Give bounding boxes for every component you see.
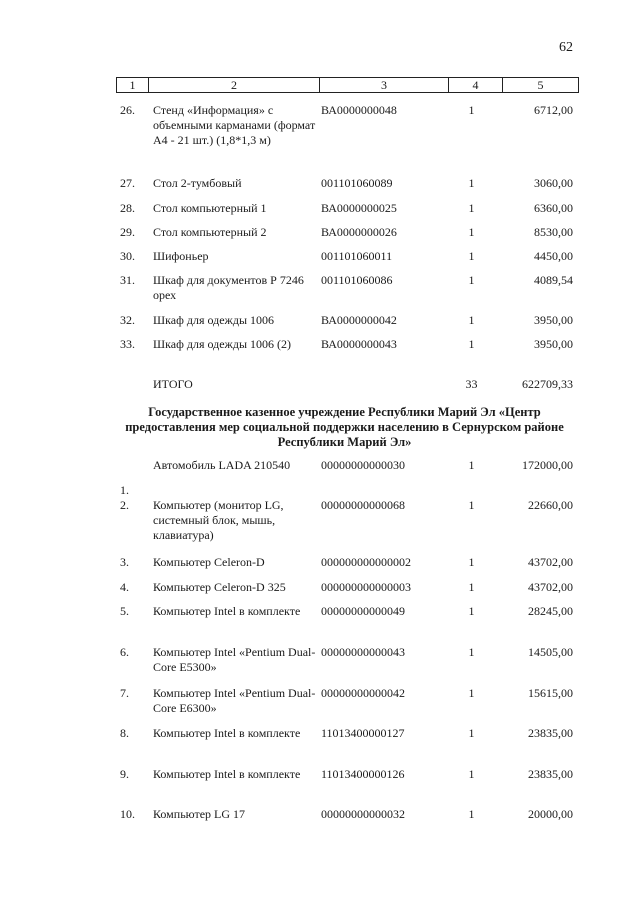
quantity: 1	[468, 555, 475, 569]
table-row	[116, 201, 573, 225]
inventory-code: ВА0000000048	[321, 103, 397, 117]
row-number: 6.	[120, 645, 129, 659]
table-row	[116, 767, 573, 807]
inventory-code: 001101060011	[321, 249, 393, 263]
quantity: 1	[468, 337, 475, 351]
item-name: Компьютер Celeron-D 325	[153, 580, 286, 594]
row-number-empty	[116, 377, 147, 399]
inventory-code: 11013400000126	[321, 767, 405, 781]
column-header-4: 4	[449, 78, 503, 93]
amount: 43702,00	[528, 580, 573, 594]
amount: 15615,00	[528, 686, 573, 700]
table-row	[116, 225, 573, 249]
amount: 23835,00	[528, 726, 573, 740]
inventory-code-empty	[317, 377, 445, 399]
inventory-code: 000000000000002	[321, 555, 411, 569]
quantity: 1	[468, 313, 475, 327]
quantity: 1	[468, 645, 475, 659]
inventory-document	[116, 77, 573, 827]
item-name: Стенд «Информация» с объемными карманами (формат А4 - 21 шт.) (1,8*1,3 м)	[153, 103, 316, 147]
item-name: Стол 2-тумбовый	[153, 176, 242, 190]
table-row	[116, 273, 573, 313]
column-header-row	[116, 77, 579, 93]
item-name: Компьютер (монитор LG, системный блок, мышь, клавиатура)	[153, 498, 284, 542]
row-number: 3.	[120, 555, 129, 569]
row-number: 4.	[120, 580, 129, 594]
total-row	[116, 377, 573, 399]
quantity: 1	[468, 604, 475, 618]
row-number: 8.	[120, 726, 129, 740]
row-number: 10.	[120, 807, 135, 821]
row-number: 27.	[120, 176, 135, 190]
column-header-3: 3	[320, 78, 449, 93]
amount: 3060,00	[534, 176, 573, 190]
row-number: 7.	[120, 686, 129, 700]
item-name: Шкаф для одежды 1006	[153, 313, 275, 327]
row-number: 26.	[120, 103, 135, 117]
row-number: 5.	[120, 604, 129, 618]
item-name: Автомобиль LADA 210540	[153, 458, 291, 472]
quantity: 1	[468, 686, 475, 700]
item-name: Компьютер Intel в комплекте	[153, 726, 301, 740]
quantity: 1	[468, 726, 475, 740]
inventory-code: ВА0000000025	[321, 201, 397, 215]
table-row	[116, 249, 573, 273]
item-name: Компьютер Intel в комплекте	[153, 604, 301, 618]
column-header-2: 2	[149, 78, 320, 93]
inventory-code: 00000000000030	[321, 458, 405, 472]
inventory-list-part2	[116, 458, 573, 827]
inventory-code: 00000000000068	[321, 498, 405, 512]
amount: 28245,00	[528, 604, 573, 618]
amount: 23835,00	[528, 767, 573, 781]
inventory-code: ВА0000000043	[321, 337, 397, 351]
item-name: Компьютер Intel в комплекте	[153, 767, 301, 781]
item-name: Шкаф для документов Р 7246 орех	[153, 273, 304, 302]
table-row	[116, 337, 573, 377]
table-row	[116, 604, 573, 645]
inventory-code: 00000000000032	[321, 807, 405, 821]
row-number: 28.	[120, 201, 135, 215]
item-name: Компьютер Intel «Pentium Dual-Core E6300»	[153, 686, 316, 715]
quantity: 1	[468, 103, 475, 117]
page-number: 62	[559, 40, 573, 55]
amount: 14505,00	[528, 645, 573, 659]
table-row	[116, 498, 573, 555]
inventory-code: 00000000000049	[321, 604, 405, 618]
item-name: Компьютер Intel «Pentium Dual-Core E5300»	[153, 645, 316, 674]
inventory-code: ВА0000000026	[321, 225, 397, 239]
inventory-code: 00000000000042	[321, 686, 405, 700]
section-heading: Государственное казенное учреждение Республики Марий Эл «Центр предоставления мер социальной поддержки населению в Сернурском районе Республики Марий Эл»	[125, 405, 564, 449]
table-row	[116, 686, 573, 726]
amount: 8530,00	[534, 225, 573, 239]
amount: 4450,00	[534, 249, 573, 263]
inventory-code: 00000000000043	[321, 645, 405, 659]
amount: 172000,00	[522, 458, 573, 472]
amount: 4089,54	[534, 273, 573, 287]
total-amount: 622709,33	[522, 377, 573, 391]
quantity: 1	[468, 767, 475, 781]
table-row	[116, 645, 573, 686]
item-name: Компьютер LG 17	[153, 807, 246, 821]
row-number: 31.	[120, 273, 135, 287]
quantity: 1	[468, 273, 475, 287]
table-row	[116, 726, 573, 767]
table-row	[116, 807, 573, 827]
item-name: Шкаф для одежды 1006 (2)	[153, 337, 292, 351]
table-row	[116, 580, 573, 604]
quantity: 1	[468, 498, 475, 512]
table-row	[116, 103, 573, 176]
quantity: 1	[468, 458, 475, 472]
quantity: 1	[468, 249, 475, 263]
row-number: 29.	[120, 225, 135, 239]
amount: 43702,00	[528, 555, 573, 569]
quantity: 1	[468, 807, 475, 821]
item-name: Стол компьютерный 1	[153, 201, 267, 215]
inventory-code: 11013400000127	[321, 726, 405, 740]
quantity: 1	[468, 201, 475, 215]
total-quantity: 33	[465, 377, 478, 391]
inventory-list-part1	[116, 103, 573, 399]
inventory-code: ВА0000000042	[321, 313, 397, 327]
table-row	[116, 313, 573, 337]
row-number: 9.	[120, 767, 129, 781]
row-number: 33.	[120, 337, 135, 351]
quantity: 1	[468, 225, 475, 239]
inventory-code: 001101060089	[321, 176, 393, 190]
item-name: Стол компьютерный 2	[153, 225, 267, 239]
inventory-code: 000000000000003	[321, 580, 411, 594]
amount: 22660,00	[528, 498, 573, 512]
quantity: 1	[468, 176, 475, 190]
table-row	[116, 458, 573, 498]
amount: 20000,00	[528, 807, 573, 821]
column-header-5: 5	[503, 78, 579, 93]
row-number: 30.	[120, 249, 135, 263]
item-name: Шифоньер	[153, 249, 209, 263]
item-name: Компьютер Celeron-D	[153, 555, 265, 569]
amount: 6712,00	[534, 103, 573, 117]
row-number: 32.	[120, 313, 135, 327]
total-label: ИТОГО	[153, 377, 193, 391]
amount: 6360,00	[534, 201, 573, 215]
column-header-1: 1	[117, 78, 149, 93]
table-row	[116, 555, 573, 580]
row-number: 1.	[120, 483, 129, 497]
amount: 3950,00	[534, 313, 573, 327]
row-number: 2.	[120, 498, 129, 512]
amount: 3950,00	[534, 337, 573, 351]
quantity: 1	[468, 580, 475, 594]
inventory-code: 001101060086	[321, 273, 393, 287]
table-row	[116, 176, 573, 201]
